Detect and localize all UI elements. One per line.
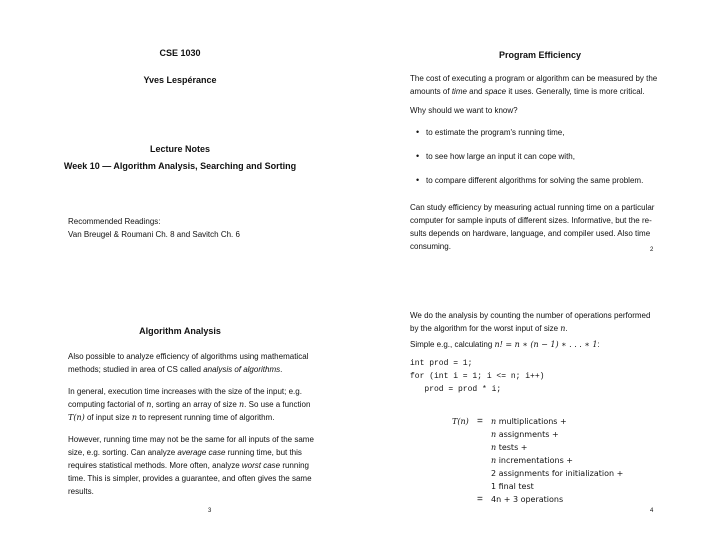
equation-block — [360, 415, 720, 505]
slide-title — [0, 0, 360, 278]
equals-sign: = — [477, 416, 483, 427]
equation-term: 1 final test — [491, 482, 534, 491]
page-number: 2 — [650, 247, 654, 253]
slide-algorithm-analysis — [0, 279, 360, 557]
paragraph-cost: The cost of executing a program or algorithm can be measured by the amounts of time and space it uses. Generally, time is more critical. — [410, 74, 658, 96]
course-code: CSE 1030 — [159, 48, 201, 58]
list-item: • to compare different algorithms for solving the same problem. — [410, 174, 720, 187]
slide-program-efficiency — [360, 0, 720, 278]
lecture-label: Lecture Notes — [149, 144, 211, 154]
factorial-example: Simple e.g., calculating n! = n ∗ (n − 1) ∗ . . . ∗ 1: — [410, 340, 600, 349]
paragraph-analysis: Also possible to analyze efficiency of algorithms using mathematical methods; studied in area of CS called analysis of algorithms. — [68, 352, 309, 374]
equation-term: n assignments + — [491, 430, 559, 439]
equation-term: n tests + — [491, 443, 528, 452]
equals-sign: = — [477, 494, 483, 505]
page-number: 3 — [208, 508, 212, 514]
slide-heading: Algorithm Analysis — [139, 326, 221, 336]
week-title: Week 10 — Algorithm Analysis, Searching and Sorting — [63, 161, 297, 171]
readings-label: Recommended Readings: — [68, 217, 161, 226]
page-number: 4 — [650, 508, 654, 514]
paragraph-measuring: Can study efficiency by measuring actual running time on a particular computer for sample inputs of different sizes. Informative, but the re- sults depends on hardware, language, and compiler used. Also time consuming. — [410, 203, 655, 251]
readings-text: Van Breugel & Roumani Ch. 8 and Savitch Ch. 6 — [68, 230, 240, 239]
equation-term: 2 assignments for initialization + — [491, 469, 624, 478]
equation-result: 4n + 3 operations — [491, 495, 564, 504]
paragraph-worst-case: However, running time may not be the same for all inputs of the same size, e.g. sorting. Can analyze average case running time, but this requires statistical methods. More often, analyze worst case running time. This is simpler, provides a guarantee, and often gives the same results. — [68, 435, 314, 496]
equation-lhs: T(n) — [452, 417, 469, 426]
paragraph-counting: We do the analysis by counting the number of operations performed by the algorithm for the worst input of size n. — [410, 311, 651, 333]
list-item: • to estimate the program's running time, — [410, 126, 720, 139]
equation-term: n multiplications + — [491, 417, 567, 426]
list-item: • to see how large an input it can cope with, — [410, 150, 720, 163]
slide-operation-count — [360, 279, 720, 557]
code-block: int prod = 1; for (int i = 1; i <= n; i++) prod = prod * i; — [410, 359, 545, 394]
equation-term: n incrementations + — [491, 456, 573, 465]
slide-heading: Program Efficiency — [498, 50, 582, 60]
paragraph-input-size: In general, execution time increases with the size of the input; e.g. computing factorial of n, sorting an array of size n. So use a function T(n) of input size n to represent running time of algorithm. — [68, 387, 311, 422]
question-text: Why should we want to know? — [410, 106, 518, 115]
author-name: Yves Lespérance — [143, 75, 217, 85]
